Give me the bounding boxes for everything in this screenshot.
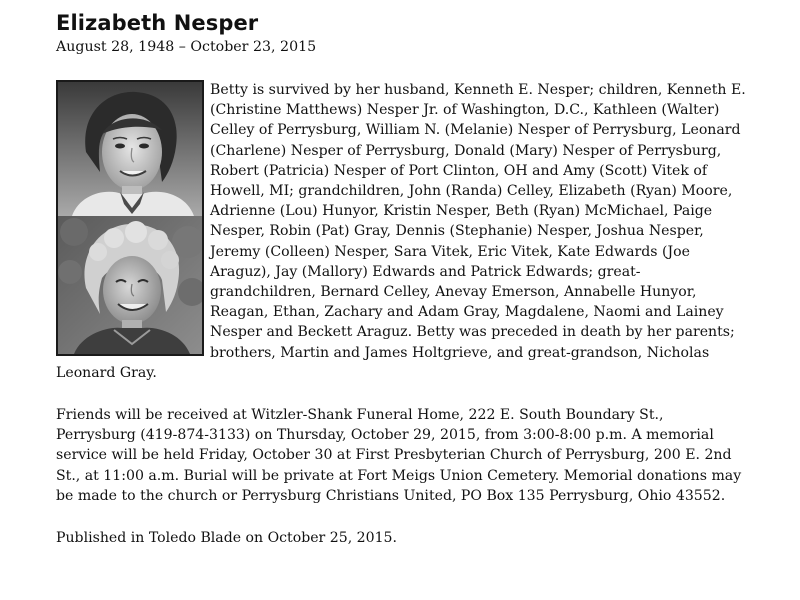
published-line: Published in Toledo Blade on October 25, 2015. [56, 530, 398, 547]
obituary-body [56, 80, 746, 548]
young-woman-portrait-icon [58, 82, 202, 216]
services-paragraph: Friends will be received at Witzler-Shank Funeral Home, 222 E. South Boundary St., Perrysburg (419-874-3133) on Thursday, October 29, 2015, from 3:00-8:00 p.m. A memorial service will be held Friday, October 30 at First Presbyterian Church of Perrysburg, 200 E. 2nd St., at 11:00 a.m. Burial will be private at Fort Meigs Union Cemetery. Memorial donations may be made to the church or Perrysburg Christians United, PO Box 135 Perrysburg, Ohio 43552. [56, 407, 742, 504]
obituary-dates: August 28, 1948 – October 23, 2015 [56, 39, 317, 55]
older-woman-portrait-icon [58, 216, 202, 354]
survivors-paragraph: Betty is survived by her husband, Kenneth E. Nesper; children, Kenneth E. (Christine Matthews) Nesper Jr. of Washington, D.C., Kathleen (Walter) Celley of Perrysburg, William N. (Melanie) Nesper of Perrysburg, Leonard (Charlene) Nesper of Perrysburg, Donald (Mary) Nesper of Perrysburg, Robert (Patricia) Nesper of Port Clinton, OH and Amy (Scott) Vitek of Howell, MI; grandchildren, John (Randa) Celley, Elizabeth (Ryan) Moore, Adrienne (Lou) Hunyor, Kristin Nesper, Beth (Ryan) McMichael, Paige Nesper, Robin (Pat) Gray, Dennis (Stephanie) Nesper, Joshua Nesper, Jeremy (Colleen) Nesper, Sara Vitek, Eric Vitek, Kate Edwards (Joe Araguz), Jay (Mallory) Edwards and Patrick Edwards; great-grandchildren, Bernard Celley, Anevay Emerson, Annabelle Hunyor, Reagan, Ethan, Zachary and Adam Gray, Magdalene, Naomi and Lainey Nesper and Beckett Araguz. Betty was preceded in death by her parents; brothers, Martin and James Holtgrieve, and great-grandson, Nicholas Leonard Gray. [56, 82, 746, 381]
portrait-photo-frame [56, 80, 204, 356]
obituary-name: Elizabeth Nesper [56, 11, 259, 35]
portrait-photos [58, 82, 202, 354]
